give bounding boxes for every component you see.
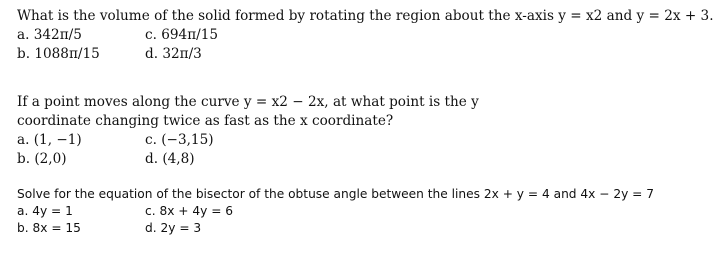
choice-c: c. 694π/15 <box>145 27 219 43</box>
question-2-stem-line-1: If a point moves along the curve y = x2 − 2x, at what point is the y <box>17 94 479 110</box>
choice-c: c. 8x + 4y = 6 <box>145 204 234 218</box>
choice-a: a. 342π/5 <box>17 27 82 43</box>
choice-b: b. 8x = 15 <box>17 221 81 235</box>
question-1-stem: What is the volume of the solid formed by rotating the region about the x-axis y = x2 and y = 2x + 3. <box>17 8 714 24</box>
choice-c: c. (−3,15) <box>145 132 214 148</box>
question-3-choices <box>17 203 654 237</box>
choice-d: d. (4,8) <box>145 151 195 167</box>
question-2-choices <box>17 131 479 169</box>
question-2-stem-line-2: coordinate changing twice as fast as the x coordinate? <box>17 113 394 129</box>
choice-b: b. 1088π/15 <box>17 46 100 62</box>
question-1 <box>17 7 714 64</box>
choice-b: b. (2,0) <box>17 151 67 167</box>
question-3-stem: Solve for the equation of the bisector of the obtuse angle between the lines 2x + y = 4 and 4x − 2y = 7 <box>17 187 655 201</box>
choice-a: a. 4y = 1 <box>17 204 73 218</box>
question-3 <box>17 186 654 237</box>
choice-d: d. 32π/3 <box>145 46 202 62</box>
question-1-choices <box>17 26 714 64</box>
question-2 <box>17 93 479 169</box>
choice-d: d. 2y = 3 <box>145 221 202 235</box>
choice-a: a. (1, −1) <box>17 132 82 148</box>
